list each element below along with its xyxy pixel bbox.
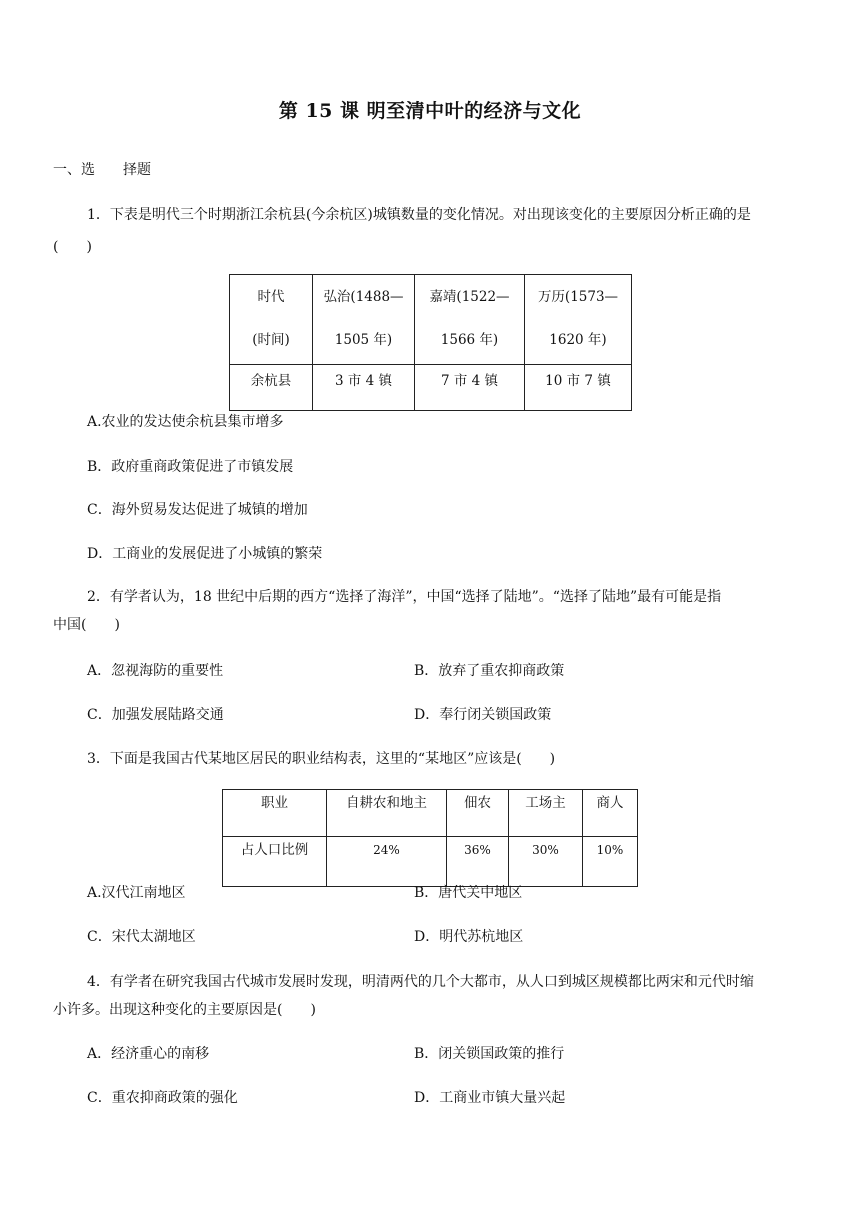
q4-option-a: A．经济重心的南移 [87,1046,210,1062]
table-row [223,837,638,887]
q2-option-b: B．放弃了重农抑商政策 [414,663,565,679]
page-title: 第 15 课 明至清中叶的经济与文化 [278,100,582,122]
q1-stem-line1: 1．下表是明代三个时期浙江余杭县(今余杭区)城镇数量的变化情况。对出现该变化的主要原因分析正确的是 [87,207,751,223]
q3-stem: 3．下面是我国古代某地区居民的职业结构表，这里的“某地区”应该是( ) [87,751,556,767]
q2-stem-line2: 中国( ) [53,617,120,633]
table-header-row [223,790,638,837]
q4-stem-line2: 小许多。出现这种变化的主要原因是( ) [53,1002,316,1018]
section-heading: 一、选 择题 [53,162,151,178]
q2-stem-line1: 2．有学者认为，18 世纪中后期的西方“选择了海洋”，中国“选择了陆地”。“选择了陆地”最有可能是指 [87,589,722,605]
q4-option-b: B．闭关锁国政策的推行 [414,1046,565,1062]
q3-option-d: D．明代苏杭地区 [414,929,524,945]
table-cell: 职业 [223,790,327,837]
table-cell: 自耕农和地主 [327,790,447,837]
table-cell: 10% [583,837,638,887]
table-cell: 弘治(1488— 1505 年) [313,275,415,365]
q2-option-a: A．忽视海防的重要性 [87,663,224,679]
table-cell: 嘉靖(1522— 1566 年) [415,275,525,365]
q1-stem-line2: ( ) [53,239,92,255]
table-cell: 佃农 [447,790,509,837]
table-cell: 7 市 4 镇 [415,365,525,411]
q1-table [229,274,632,411]
table-cell: 3 市 4 镇 [313,365,415,411]
q1-option-b: B．政府重商政策促进了市镇发展 [87,459,294,475]
table-cell: 万历(1573— 1620 年) [525,275,632,365]
table-cell: 占人口比例 [223,837,327,887]
q4-stem-line1: 4．有学者在研究我国古代城市发展时发现，明清两代的几个大都市，从人口到城区规模都比两宋和元代时缩 [87,974,754,990]
table-cell: 时代 (时间) [230,275,313,365]
table-cell: 工场主 [509,790,583,837]
q1-option-d: D．工商业的发展促进了小城镇的繁荣 [87,546,323,562]
table-row [230,365,632,411]
q4-option-d: D．工商业市镇大量兴起 [414,1090,566,1106]
q2-option-c: C．加强发展陆路交通 [87,707,224,723]
table-cell: 10 市 7 镇 [525,365,632,411]
table-cell: 24% [327,837,447,887]
q2-option-d: D．奉行闭关锁国政策 [414,707,552,723]
q4-option-c: C．重农抑商政策的强化 [87,1090,238,1106]
q3-option-a: A.汉代江南地区 [87,885,186,901]
table-cell: 30% [509,837,583,887]
table-cell: 36% [447,837,509,887]
q1-option-c: C．海外贸易发达促进了城镇的增加 [87,502,308,518]
q3-option-c: C．宋代太湖地区 [87,929,196,945]
q3-table [222,789,638,887]
table-cell: 余杭县 [230,365,313,411]
table-cell: 商人 [583,790,638,837]
q1-option-a: A.农业的发达使余杭县集市增多 [87,414,284,430]
table-header-row [230,275,632,365]
q3-option-b: B．唐代关中地区 [414,885,523,901]
